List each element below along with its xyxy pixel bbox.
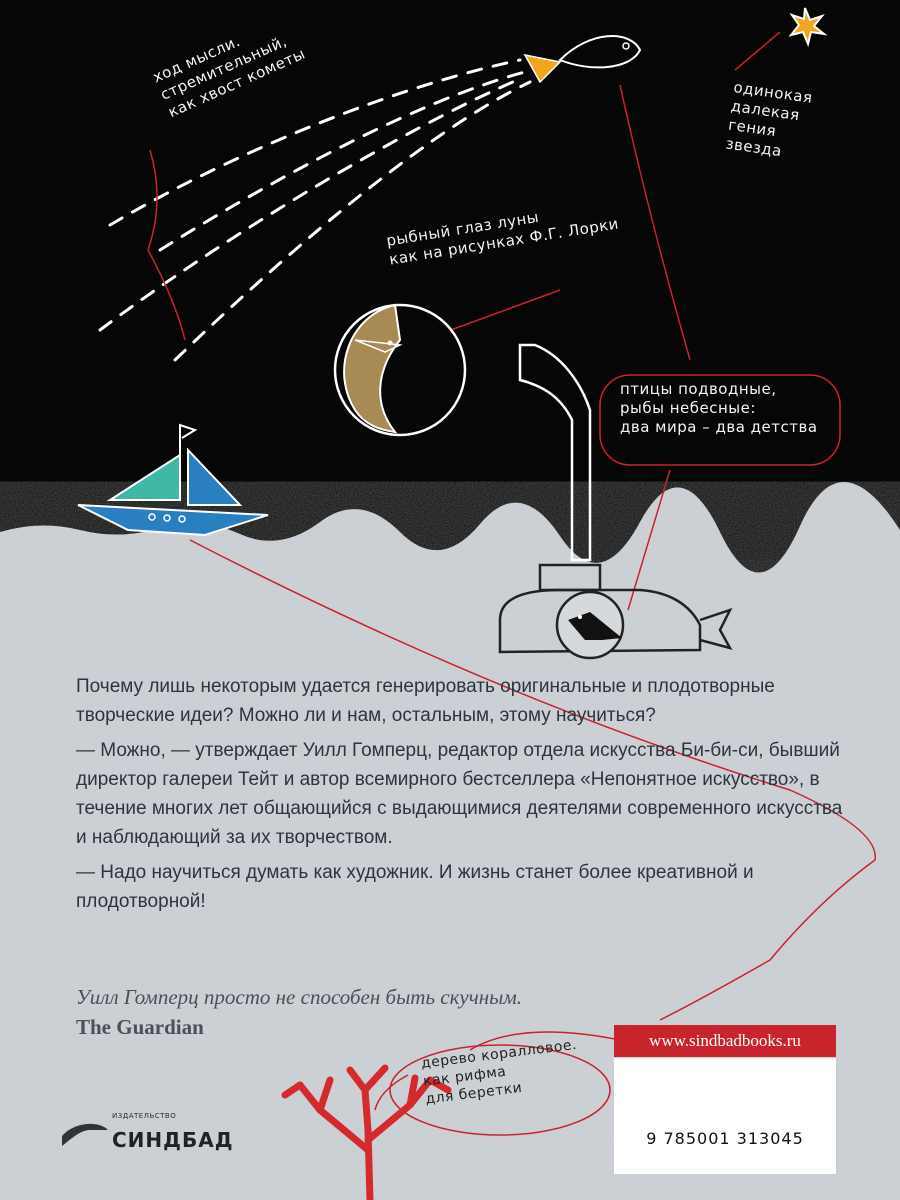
birds-annotation: птицы подводные, рыбы небесные: два мира – два детства (620, 380, 818, 436)
comet-fish-icon (525, 36, 640, 82)
star-annotation: одинокая далекая гения звезда (724, 78, 814, 161)
submarine-icon (500, 565, 730, 658)
website-url[interactable]: www.sindbadbooks.ru (614, 1025, 836, 1057)
quote-source: The Guardian (76, 1015, 204, 1039)
moon-annotation: рыбный глаз луны как на рисунках Ф.Г. Лорки (385, 207, 621, 269)
blurb-paragraph-1: Почему лишь некоторым удается генерировать оригинальные и плодотворные творческие идеи? Можно ли и нам, остальным, этому научиться? (76, 676, 775, 726)
publisher-label: ИЗДАТЕЛЬСТВО (112, 1112, 177, 1120)
publisher-logo (60, 1110, 250, 1170)
moon-icon (335, 305, 465, 435)
barcode (614, 1058, 836, 1174)
review-quote (76, 982, 522, 1042)
annotation-arrows (148, 32, 875, 1135)
isbn-digits: 9 785001 313045 (614, 1126, 836, 1152)
star-icon (791, 8, 824, 44)
quote-text: Уилл Гомперц просто не способен быть скучным. (76, 985, 523, 1009)
blurb-paragraph-3: — Надо научиться думать как художник. И жизнь станет более креативной и плодотворной! (76, 862, 754, 912)
sailboat-icon (78, 425, 268, 535)
coral-annotation: дерево коралловое. как рифма для беретки (420, 1036, 578, 1108)
blurb (76, 672, 856, 922)
comet-trail (100, 60, 530, 360)
comet-annotation: ход мысли. стремительный, как хвост кометы (150, 31, 309, 122)
publisher-swoosh-icon (60, 1116, 110, 1156)
blurb-paragraph-2: — Можно, — утверждает Уилл Гомперц, редактор отдела искусства Би-би-си, бывший директор галереи Тейт и автор всемирного бестселлера «Непонятное искусство», в течение многих лет общающийся с выдающимися деятелями современного искусства и наблюдающий за их творчеством. (76, 740, 843, 848)
publisher-name: СИНДБАД (112, 1128, 234, 1152)
periscope-icon (520, 345, 590, 560)
